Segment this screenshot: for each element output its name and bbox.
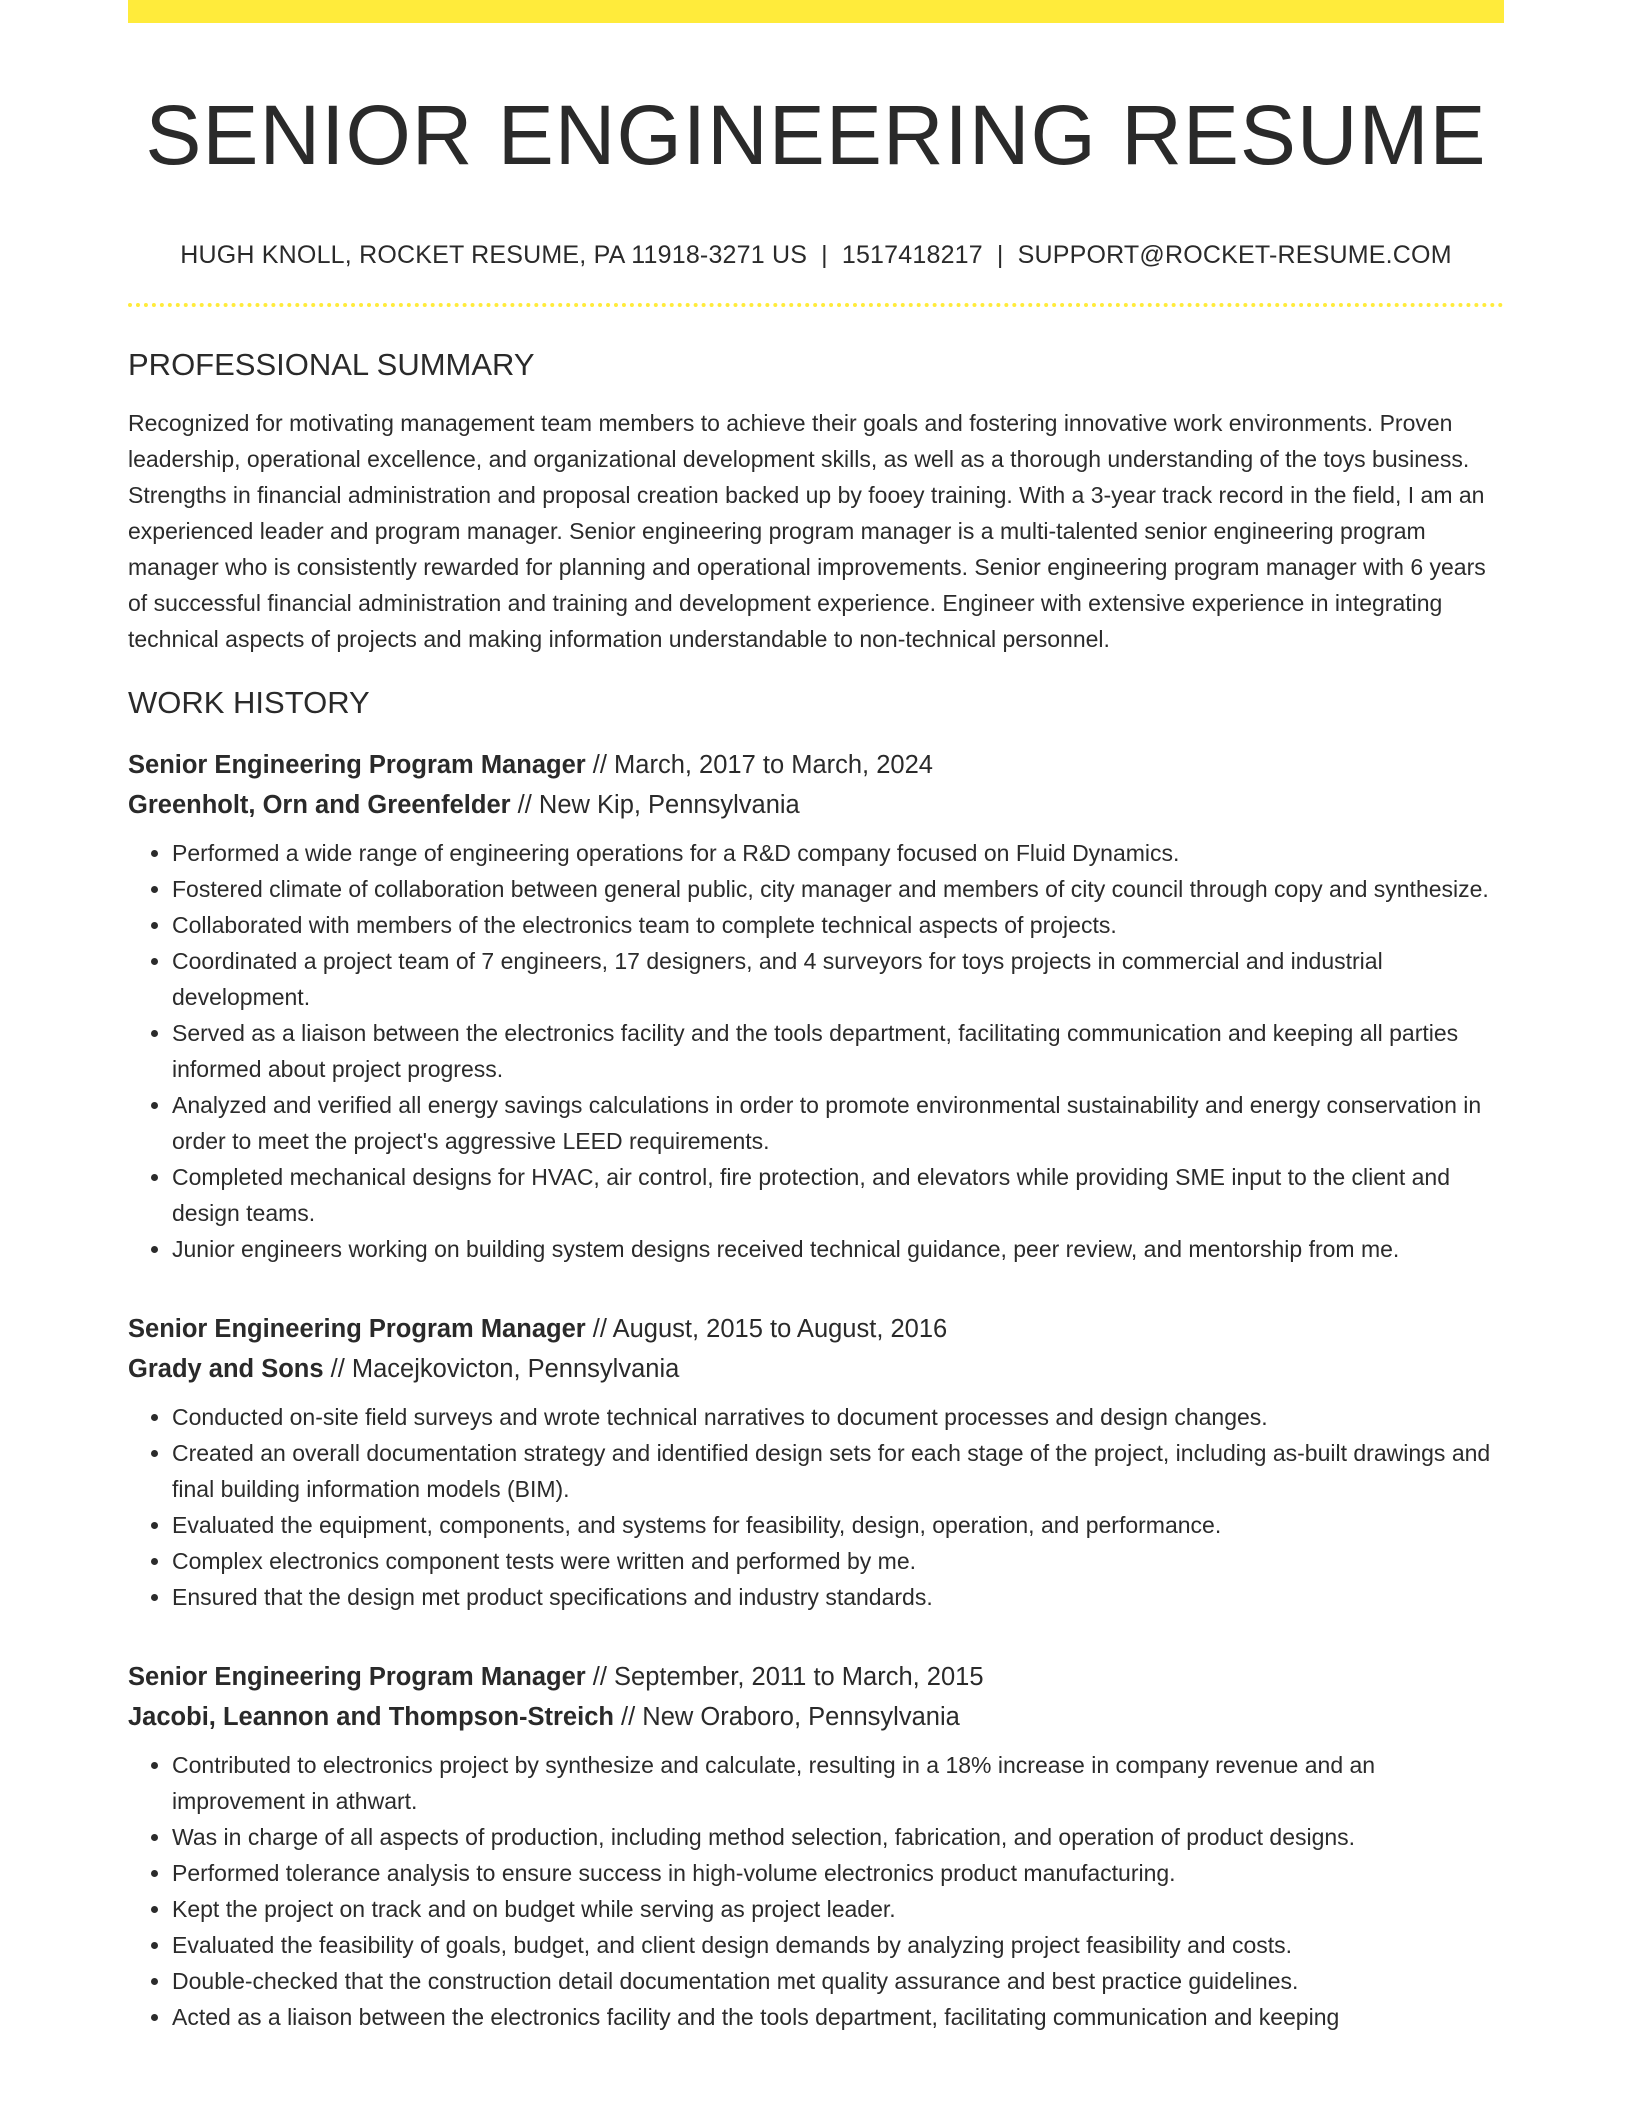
contact-separator: | bbox=[821, 241, 828, 269]
summary-heading: PROFESSIONAL SUMMARY bbox=[128, 347, 535, 382]
job-bullets bbox=[128, 1399, 1504, 1615]
list-item: • Junior engineers working on building system designs received technical guidance, peer review, and mentorship from me. bbox=[172, 1231, 1504, 1267]
job-bullets bbox=[128, 1747, 1504, 2035]
resume-title: SENIOR ENGINEERING RESUME bbox=[145, 88, 1487, 182]
job-location: // New Kip, Pennsylvania bbox=[510, 791, 800, 819]
job-dates: // March, 2017 to March, 2024 bbox=[585, 751, 933, 779]
job-company-line bbox=[128, 785, 1504, 825]
list-item: • Fostered climate of collaboration between general public, city manager and members of city council through copy and synthesize. bbox=[172, 871, 1504, 907]
job-bullets bbox=[128, 835, 1504, 1267]
dotted-divider bbox=[128, 303, 1504, 307]
job-company-line bbox=[128, 1697, 1504, 1737]
list-item: • Contributed to electronics project by synthesize and calculate, resulting in a 18% increase in company revenue and an improvement in athwart. bbox=[172, 1747, 1504, 1819]
contact-separator: | bbox=[996, 241, 1004, 269]
job-title: Senior Engineering Program Manager bbox=[128, 751, 586, 779]
job-company: Greenholt, Orn and Greenfelder bbox=[128, 791, 511, 819]
job-entry bbox=[128, 745, 1504, 1267]
list-item: • Acted as a liaison between the electronics facility and the tools department, facilitating communication and keeping bbox=[172, 1999, 1504, 2035]
job-company-line bbox=[128, 1349, 1504, 1389]
job-company: Jacobi, Leannon and Thompson-Streich bbox=[128, 1703, 614, 1731]
resume-page bbox=[128, 0, 1504, 2035]
list-item: • Coordinated a project team of 7 engineers, 17 designers, and 4 surveyors for toys projects in commercial and industrial development. bbox=[172, 943, 1504, 1015]
contact-address: HUGH KNOLL, ROCKET RESUME, PA 11918-3271 US bbox=[180, 241, 808, 269]
list-item: • Collaborated with members of the electronics team to complete technical aspects of projects. bbox=[172, 907, 1504, 943]
list-item: • Performed tolerance analysis to ensure success in high-volume electronics product manufacturing. bbox=[172, 1855, 1504, 1891]
job-title-line bbox=[128, 1309, 1504, 1349]
list-item: • Complex electronics component tests were written and performed by me. bbox=[172, 1543, 1504, 1579]
job-dates: // August, 2015 to August, 2016 bbox=[585, 1315, 948, 1343]
job-location: // New Oraboro, Pennsylvania bbox=[613, 1703, 960, 1731]
list-item: • Ensured that the design met product specifications and industry standards. bbox=[172, 1579, 1504, 1615]
job-company: Grady and Sons bbox=[128, 1355, 324, 1383]
job-entry bbox=[128, 1309, 1504, 1615]
job-title: Senior Engineering Program Manager bbox=[128, 1315, 586, 1343]
list-item: • Performed a wide range of engineering operations for a R&D company focused on Fluid Dynamics. bbox=[172, 835, 1504, 871]
contact-phone: 1517418217 bbox=[841, 241, 983, 269]
accent-top-bar bbox=[128, 0, 1504, 23]
work-history-heading: WORK HISTORY bbox=[128, 685, 370, 720]
list-item: • Created an overall documentation strategy and identified design sets for each stage of the project, including as-built drawings and final building information models (BIM). bbox=[172, 1435, 1504, 1507]
list-item: • Kept the project on track and on budget while serving as project leader. bbox=[172, 1891, 1504, 1927]
list-item: • Completed mechanical designs for HVAC, air control, fire protection, and elevators while providing SME input to the client and design teams. bbox=[172, 1159, 1504, 1231]
list-item: • Analyzed and verified all energy savings calculations in order to promote environmental sustainability and energy conservation in order to meet the project's aggressive LEED requirements. bbox=[172, 1087, 1504, 1159]
job-dates: // September, 2011 to March, 2015 bbox=[585, 1663, 984, 1691]
list-item: • Was in charge of all aspects of production, including method selection, fabrication, and operation of product designs. bbox=[172, 1819, 1504, 1855]
job-title-line bbox=[128, 745, 1504, 785]
job-entry bbox=[128, 1657, 1504, 2035]
contact-email: SUPPORT@ROCKET-RESUME.COM bbox=[1017, 241, 1452, 269]
list-item: • Served as a liaison between the electronics facility and the tools department, facilitating communication and keeping all parties informed about project progress. bbox=[172, 1015, 1504, 1087]
list-item: • Evaluated the feasibility of goals, budget, and client design demands by analyzing project feasibility and costs. bbox=[172, 1927, 1504, 1963]
list-item: • Conducted on-site field surveys and wrote technical narratives to document processes and design changes. bbox=[172, 1399, 1504, 1435]
job-title-line bbox=[128, 1657, 1504, 1697]
list-item: • Double-checked that the construction detail documentation met quality assurance and best practice guidelines. bbox=[172, 1963, 1504, 1999]
summary-text: Recognized for motivating management team members to achieve their goals and fostering innovative work environments. Proven leadership, operational excellence, and organizational development skills, as well as a thorough understanding of the toys business. Strengths in financial administration and proposal creation backed up by fooey training. With a 3-year track record in the field, I am an experienced leader and program manager. Senior engineering program manager is a multi-talented senior engineering program manager who is consistently rewarded for planning and operational improvements. Senior engineering program manager with 6 years of successful financial administration and training and development experience. Engineer with extensive experience in integrating technical aspects of projects and making information understandable to non-technical personnel. bbox=[128, 410, 1486, 652]
contact-line bbox=[128, 239, 1504, 271]
job-title: Senior Engineering Program Manager bbox=[128, 1663, 586, 1691]
job-location: // Macejkovicton, Pennsylvania bbox=[323, 1355, 680, 1383]
list-item: • Evaluated the equipment, components, and systems for feasibility, design, operation, and performance. bbox=[172, 1507, 1504, 1543]
